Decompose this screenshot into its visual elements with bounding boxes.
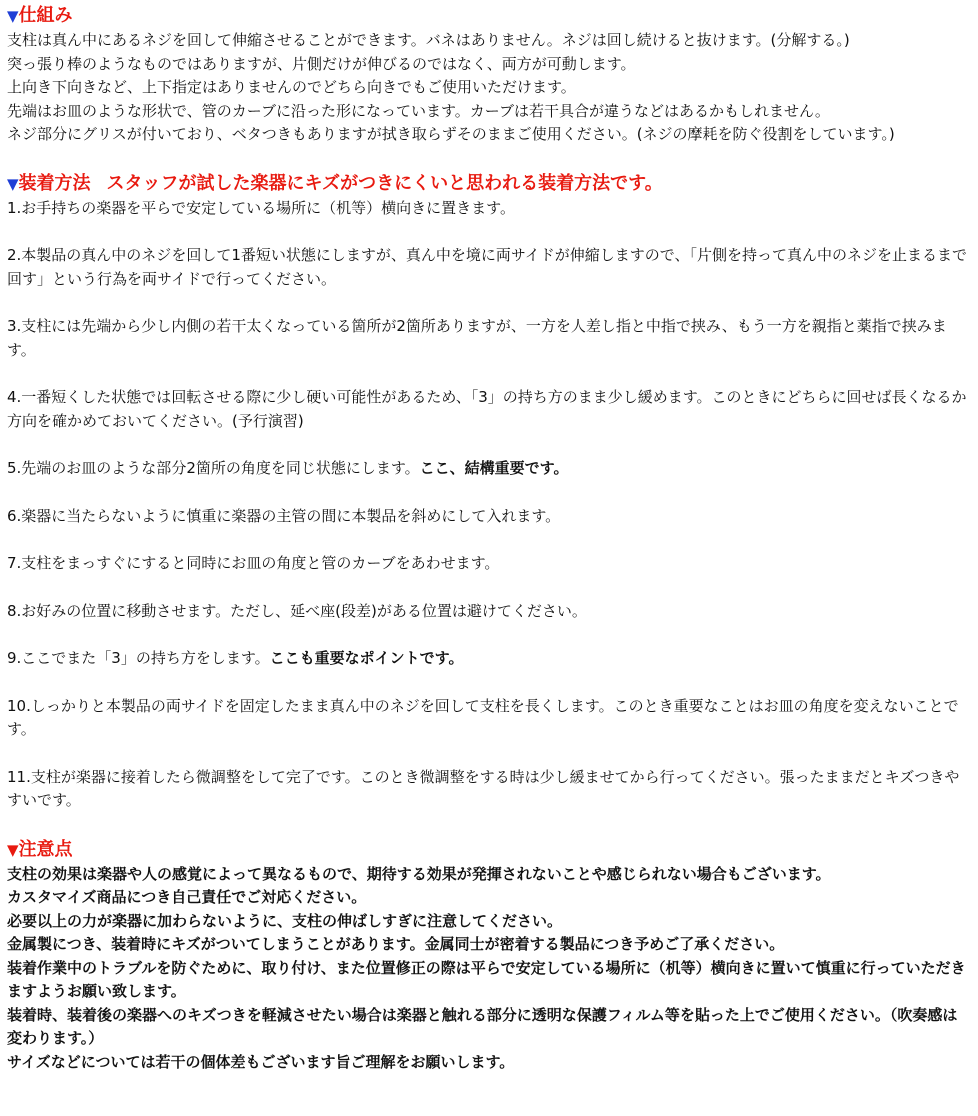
caution-line: 金属製につき、装着時にキズがついてしまうことがあります。金属同士が密着する製品につき予めご了承ください。 xyxy=(7,935,785,953)
caution-line: 装着作業中のトラブルを防ぐために、取り付け、また位置修正の際は平らで安定している場所に（机等）横向きに置いて慎重に行っていただきますようお願い致します。 xyxy=(7,958,966,1000)
installation-steps xyxy=(7,197,972,813)
caution-line: 必要以上の力が楽器に加わらないように、支柱の伸ばしすぎに注意してください。 xyxy=(7,911,563,930)
installation-subtitle: スタッフが試した楽器にキズがつきにくいと思われる装着方法です。 xyxy=(106,172,663,194)
mechanism-line: ネジ部分にグリスが付いており、ベタつきもありますが拭き取らずそのままご使用ください。(ネジの摩耗を防ぐ役割をしています。) xyxy=(7,125,895,143)
caution-line: 支柱の効果は楽器や人の感覚によって異なるもので、期待する効果が発揮されないことや感じられない場合もございます。 xyxy=(7,864,831,883)
mechanism-heading xyxy=(7,3,972,29)
mechanism-section xyxy=(7,3,972,147)
step-emphasis: ここ、結構重要です。 xyxy=(419,459,569,477)
step-item: 7.支柱をまっすぐにすると同時にお皿の角度と管のカーブをあわせます。 xyxy=(7,554,500,572)
installation-title: 装着方法 xyxy=(18,172,91,194)
step-item: 1.お手持ちの楽器を平らで安定している場所に（机等）横向きに置きます。 xyxy=(7,198,515,217)
caution-lines xyxy=(7,863,972,1075)
mechanism-line: 支柱は真ん中にあるネジを回して伸縮させることができます。バネはありません。ネジは回し続けると抜けます。(分解する。) xyxy=(7,31,850,49)
installation-section xyxy=(7,171,972,813)
installation-heading xyxy=(7,171,972,197)
caution-line: サイズなどについては若干の個体差もございます旨ご理解をお願いします。 xyxy=(7,1052,515,1071)
step-emphasis: ここも重要なポイントです。 xyxy=(269,649,464,667)
triangle-marker-icon: ▼ xyxy=(7,840,19,859)
step-item: 6.楽器に当たらないように慎重に楽器の主管の間に本製品を斜めにして入れます。 xyxy=(7,506,561,525)
step-item: 4.一番短くした状態では回転させる際に少し硬い可能性があるため、「3」の持ち方のまま少し緩めます。このときにどちらに回せば長くなるか方向を確かめておいてください。(予行演習) xyxy=(7,388,967,430)
mechanism-line: 先端はお皿のような形状で、管のカーブに沿った形になっています。カーブは若干具合が違うなどはあるかもしれません。 xyxy=(7,101,830,120)
step-item: 8.お好みの位置に移動させます。ただし、延べ座(段差)がある位置は避けてください。 xyxy=(7,601,587,620)
step-item: 5.先端のお皿のような部分2箇所の角度を同じ状態にします。ここ、結構重要です。 xyxy=(7,459,569,477)
mechanism-lines xyxy=(7,29,972,147)
caution-heading xyxy=(7,837,972,863)
mechanism-line: 突っ張り棒のようなものではありますが、片側だけが伸びるのではなく、両方が可動します。 xyxy=(7,54,636,73)
step-item: 3.支柱には先端から少し内側の若干太くなっている箇所が2箇所ありますが、一方を人差し指と中指で挟み、もう一方を親指と薬指で挟みます。 xyxy=(7,317,947,359)
step-item: 2.本製品の真ん中のネジを回して1番短い状態にしますが、真ん中を境に両サイドが伸縮しますので、「片側を持って真ん中のネジを止まるまで回す」という行為を両サイドで行ってください。 xyxy=(7,246,968,288)
triangle-marker-icon: ▼ xyxy=(7,7,19,25)
caution-line: 装着時、装着後の楽器へのキズつきを軽減させたい場合は楽器と触れる部分に透明な保護フィルム等を貼った上でご使用ください。（吹奏感は変わります。） xyxy=(7,1005,958,1047)
step-item: 11.支柱が楽器に接着したら微調整をして完了です。このとき微調整をする時は少し緩ませてから行ってください。張ったままだとキズつきやすいです。 xyxy=(7,767,960,809)
caution-section xyxy=(7,837,972,1075)
step-item: 9.ここでまた「3」の持ち方をします。ここも重要なポイントです。 xyxy=(7,649,464,667)
caution-line: カスタマイズ商品につき自己責任でご対応ください。 xyxy=(7,888,367,906)
step-item: 10.しっかりと本製品の両サイドを固定したまま真ん中のネジを回して支柱を長くします。このとき重要なことはお皿の角度を変えないことです。 xyxy=(7,696,959,738)
mechanism-title: 仕組み xyxy=(18,5,73,26)
triangle-marker-icon: ▼ xyxy=(7,174,19,193)
mechanism-line: 上向き下向きなど、上下指定はありませんのでどちら向きでもご使用いただけます。 xyxy=(7,78,576,96)
caution-title: 注意点 xyxy=(18,838,73,860)
